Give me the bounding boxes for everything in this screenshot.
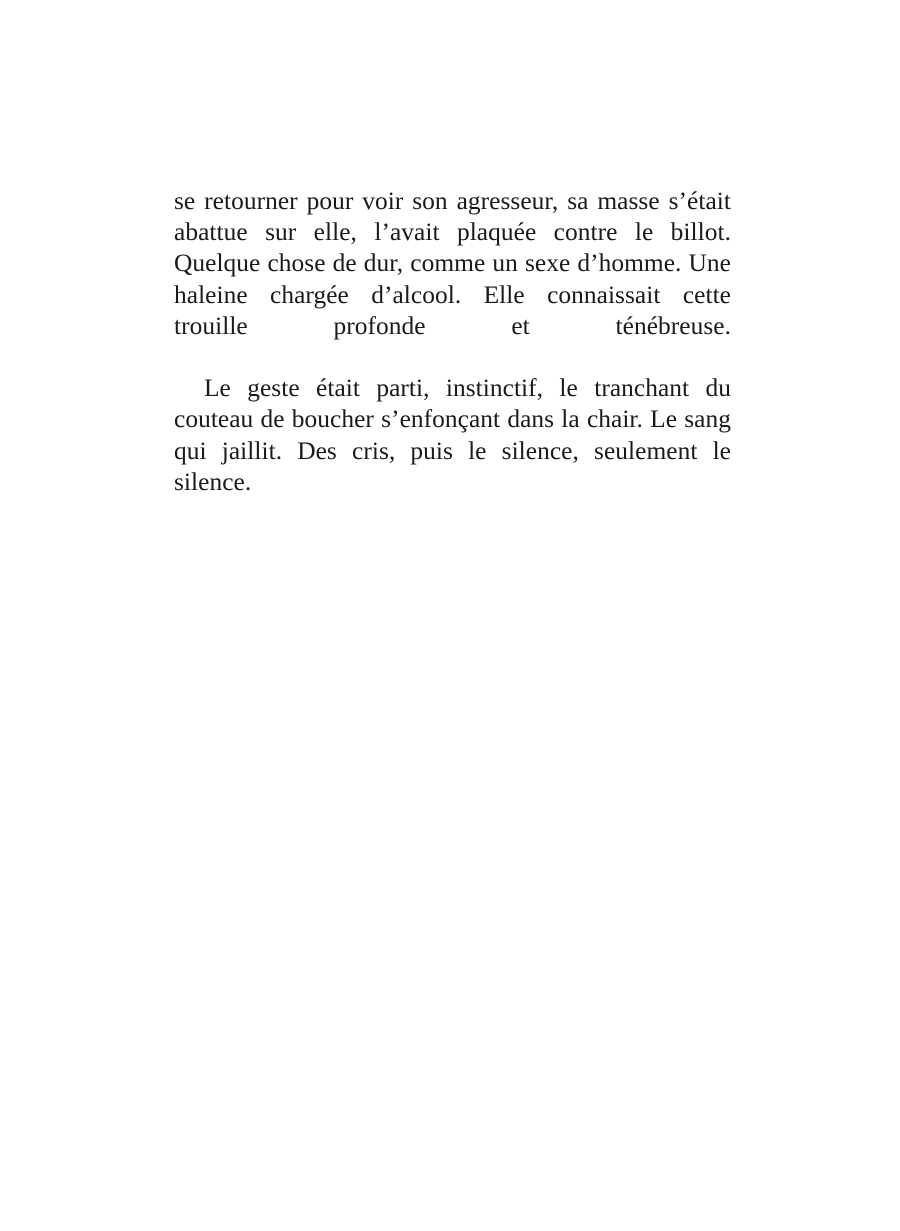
- paragraph-continued: se retourner pour voir son agresseur, sa masse s’était abattue sur elle, l’avait plaquée contre le billot. Quelque chose de dur, comme un sexe d’homme. Une haleine chargée d’alcool. Elle connaissait cette trouille profonde et ténébreuse.: [174, 187, 731, 340]
- body-text-block: [174, 186, 731, 529]
- paragraph-new: Le geste était parti, instinctif, le tranchant du couteau de boucher s’enfonçant dans la chair. Le sang qui jaillit. Des cris, puis le silence, seulement le silence.: [174, 374, 731, 496]
